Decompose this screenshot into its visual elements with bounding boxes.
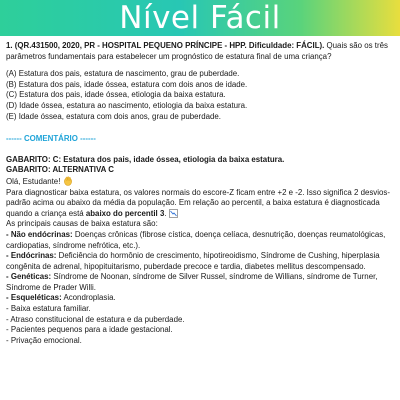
cause-item: - Atraso constitucional de estatura e da puberdade. — [6, 314, 185, 324]
cause-label: - Endócrinas: — [6, 251, 57, 261]
cause-text: Síndrome de Noonan, síndrome de Silver Russel, síndrome de Willians, síndrome de Turner, Síndrome de Prader Willi. — [6, 272, 378, 292]
greeting — [6, 176, 394, 188]
cause-item: - Baixa estatura familiar. — [6, 304, 91, 314]
cause-non-endocrine — [6, 230, 394, 251]
cause-label: - Esqueléticas: — [6, 293, 62, 303]
cause-skeletal — [6, 293, 394, 304]
diagnosis-text: Para diagnosticar baixa estatura, os valores normais do escore-Z ficam entre +2 e -2. Isso significa 2 desvios-padrão acima ou abaixo da média da população. Em relação ao percentil, a baixa estatura é diagnosticada quando a criança está — [6, 187, 390, 218]
answer-alternative-text: GABARITO: ALTERNATIVA C — [6, 165, 114, 175]
question-stem: Quais são os três parâmetros fundamentais para estabelecer um prognóstico de estatura final de uma criança? — [6, 41, 388, 61]
percentile-highlight: abaixo do percentil 3 — [85, 208, 165, 218]
cause-genetic — [6, 272, 394, 293]
document-body — [0, 36, 400, 346]
cause-label: - Genéticas: — [6, 272, 52, 282]
option-c: (C) Estatura dos pais, idade óssea, etiologia da baixa estatura. — [6, 90, 226, 100]
cause-endocrine — [6, 251, 394, 272]
option-a: (A) Estatura dos pais, estatura de nascimento, grau de puberdade. — [6, 69, 240, 79]
option-b: (B) Estatura dos pais, idade óssea, estatura com dois anos de idade. — [6, 79, 248, 89]
diagnosis-paragraph — [6, 188, 394, 220]
question-source: 1. (QR.431500, 2020, PR - HOSPITAL PEQUENO PRÍNCIPE - HPP. Dificuldade: FÁCIL). — [6, 41, 325, 50]
greeting-text: Olá, Estudante! — [6, 176, 61, 186]
cause-item: - Pacientes pequenos para a idade gestacional. — [6, 325, 173, 335]
cause-text: Acondroplasia. — [61, 293, 116, 303]
cause-text: Deficiência do hormônio de crescimento, hipotireoidismo, Síndrome de Cushing, hiperplasia congênita de adrenal, hipopituitarismo, puberdade precoce e tardia, diabetes mellitus descompensado. — [6, 251, 380, 271]
causes-intro: As principais causas de baixa estatura são: — [6, 219, 158, 229]
comment-heading: ------ COMENTÁRIO ------ — [6, 134, 96, 144]
chart-decrease-icon — [169, 209, 178, 218]
diagnosis-end: . — [164, 208, 167, 218]
question-text — [6, 41, 394, 62]
page-title: Nível Fácil — [119, 0, 281, 36]
title-banner — [0, 0, 400, 36]
option-e: (E) Idade óssea, estatura com dois anos, grau de puberdade. — [6, 111, 221, 121]
cause-item: - Privação emocional. — [6, 335, 82, 345]
answer-key-text: GABARITO: C: Estatura dos pais, idade óssea, etiologia da baixa estatura. — [6, 154, 285, 164]
cause-label: - Não endócrinas: — [6, 229, 73, 239]
cause-text: Doenças crônicas (fibrose cística, doença celíaca, desnutrição, doenças reumatológicas, cardiopatias, síndrome nefrótica, etc.). — [6, 229, 386, 250]
waving-hand-icon — [63, 176, 73, 186]
answer-key — [6, 155, 394, 166]
options-list — [6, 69, 394, 122]
answer-alternative — [6, 165, 394, 176]
option-d: (D) Idade óssea, estatura ao nascimento, etiologia da baixa estatura. — [6, 100, 248, 110]
